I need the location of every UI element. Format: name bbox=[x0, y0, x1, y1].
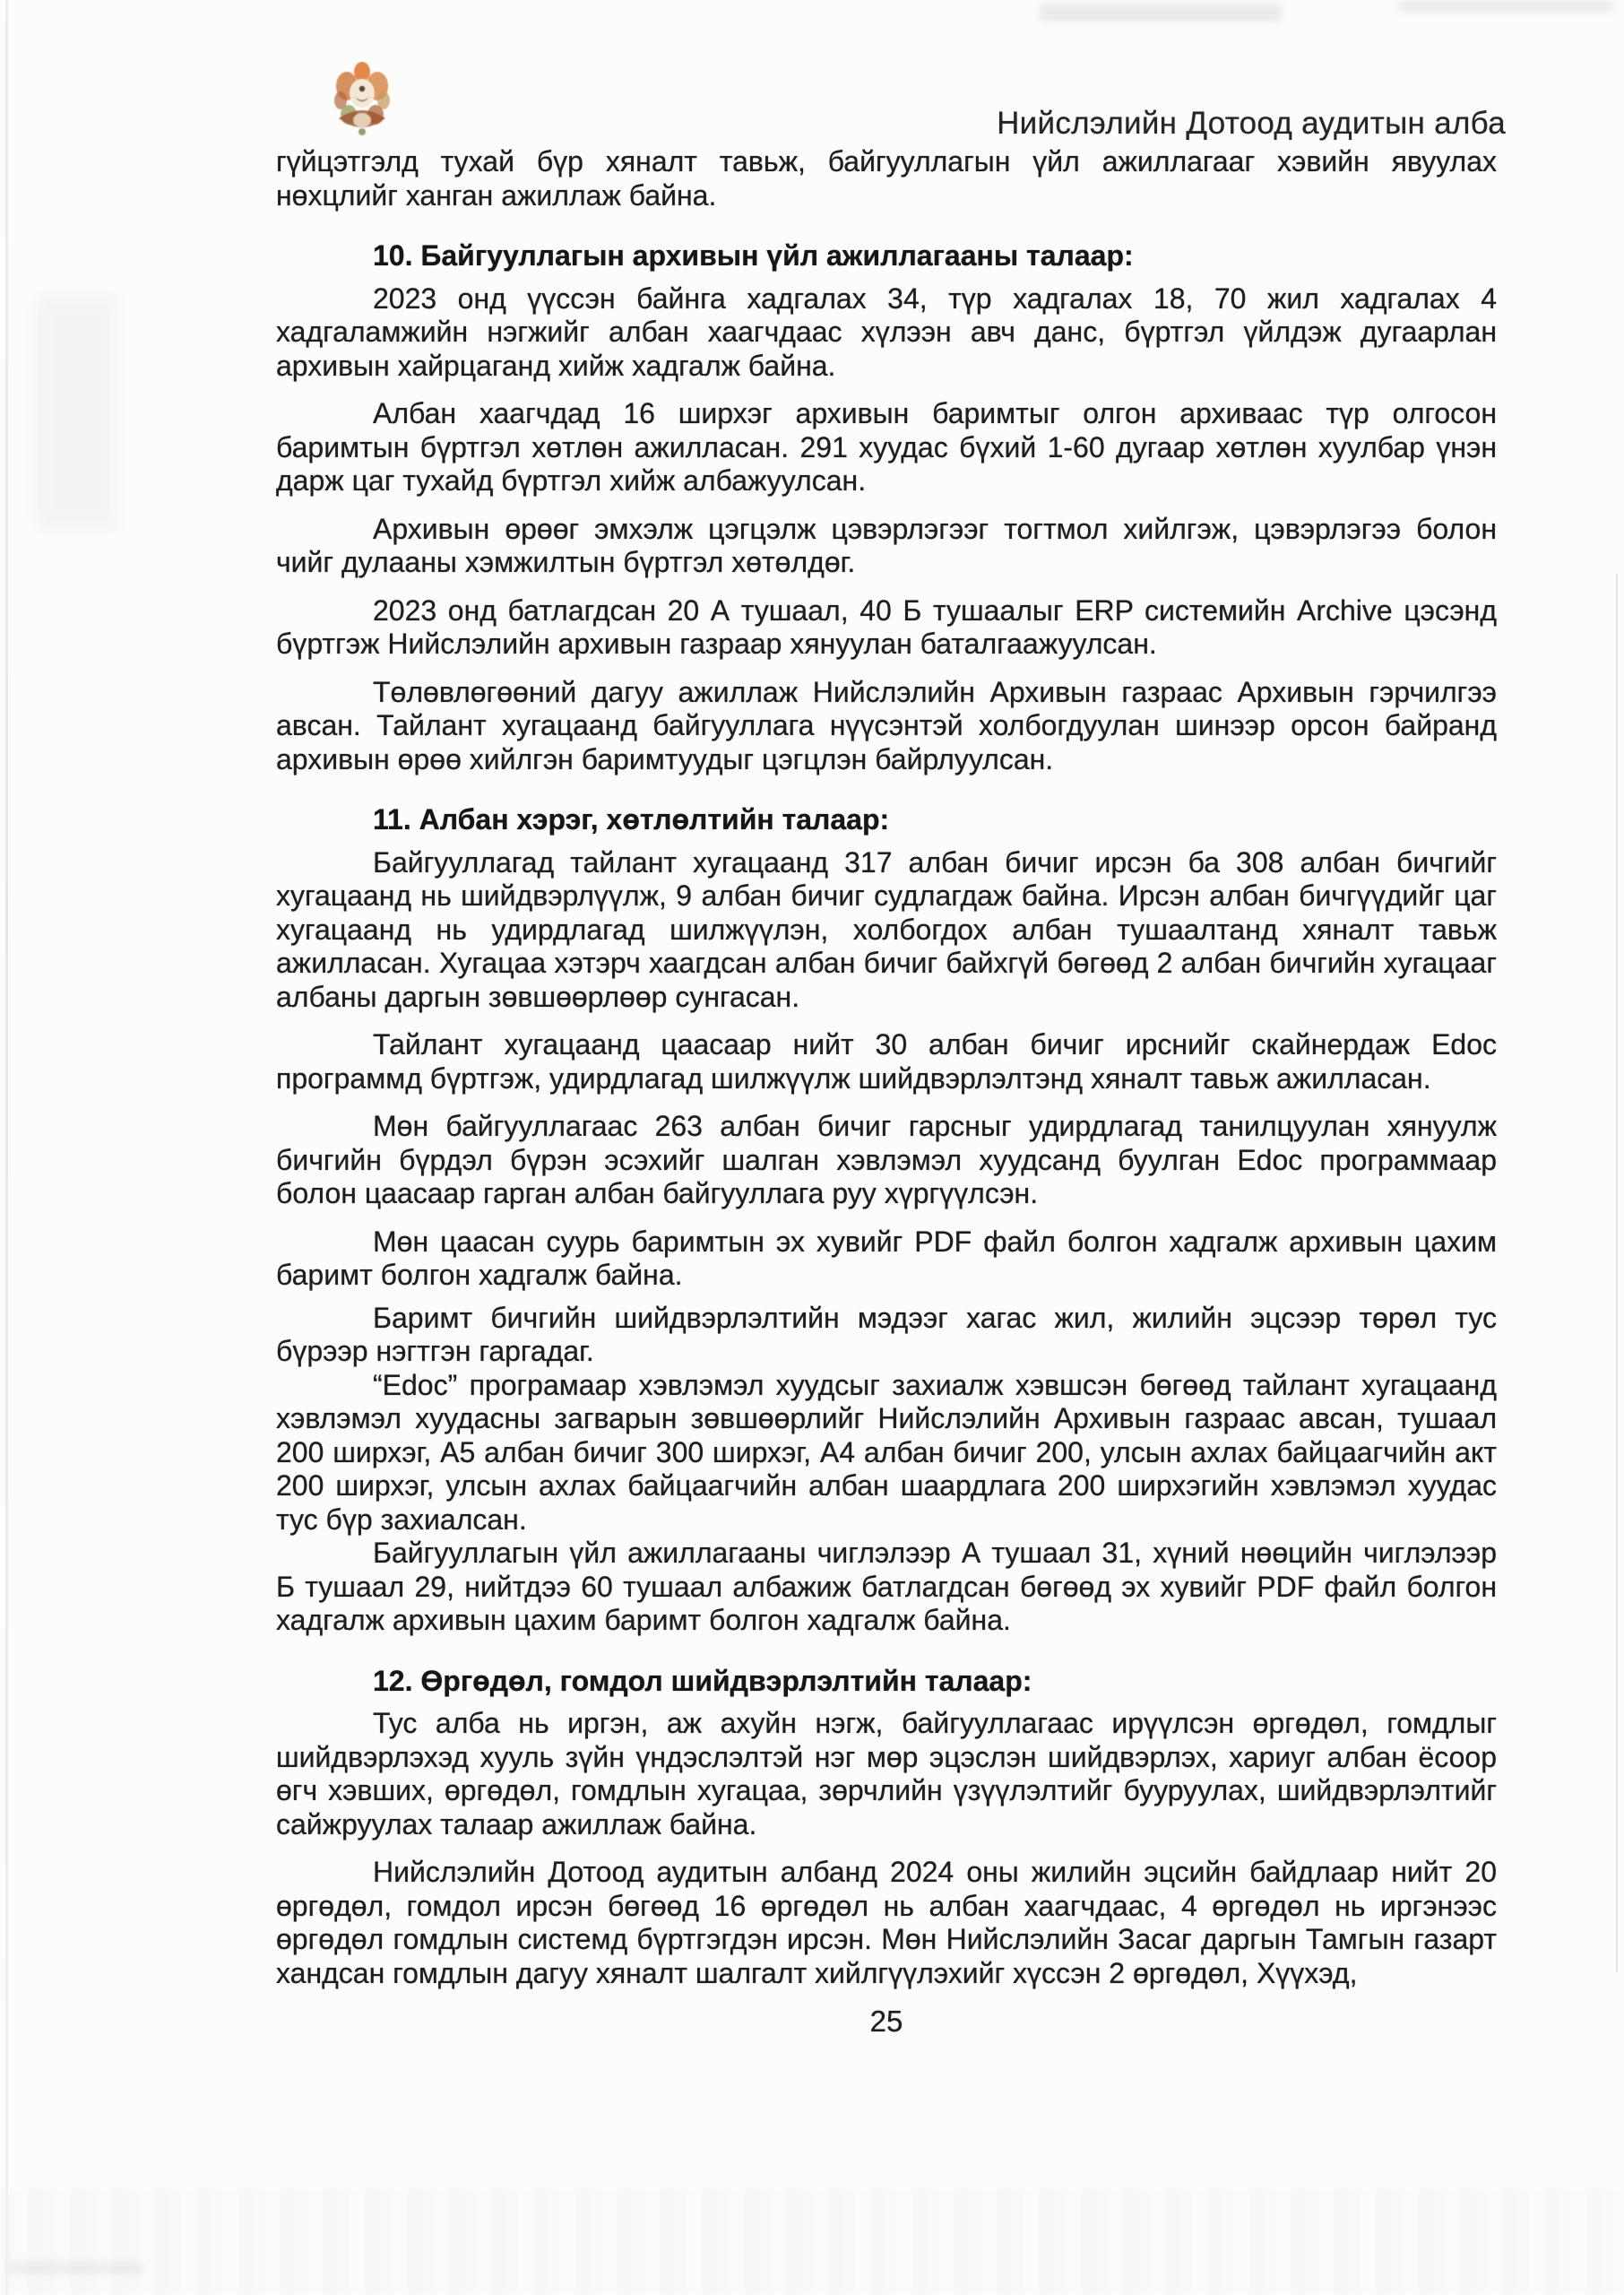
section-11-heading: 11. Албан хэрэг, хөтлөлтийн талаар: bbox=[373, 803, 890, 836]
paragraph: Төлөвлөгөөний дагуу ажиллаж Нийслэлийн Архивын газраас Архивын гэрчилгээ авсан. Тайлант хугацаанд байгууллага нүүсэнтэй холбогдуулан шинээр орсон байранд архивын өрөө хийлгэн баримтуудыг цэгцлэн байрлуулсан. bbox=[276, 675, 1497, 775]
paragraph: Байгууллагад тайлант хугацаанд 317 албан бичиг ирсэн ба 308 албан бичгийг хугацаанд нь шийдвэрлүүлж, 9 албан бичиг судлагдаж байна. Ирсэн албан бичгүүдийг цаг хугацаанд нь удирдлагад шилжүүлэн, холбогдох албан тушаалтанд хяналт тавьж ажилласан. Хугацаа хэтэрч хаагдсан албан бичиг байхгүй бөгөөд 2 албан бичгийн хугацааг албаны даргын зөвшөөрлөөр сунгасан. bbox=[276, 845, 1497, 1013]
scan-smudge bbox=[36, 296, 117, 529]
paragraph: Албан хаагчдад 16 ширхэг архивын баримтыг олгон архиваас түр олгосон баримтын бүртгэл хөтлөн ажилласан. 291 хуудас бүхий 1-60 дугаар хөтлөн хуулбар үнэн дарж цаг тухайд бүртгэл хийж албажуулсан. bbox=[276, 397, 1497, 497]
paragraph: 2023 онд батлагдсан 20 А тушаал, 40 Б тушаалыг ERP системийн Archive цэсэнд бүртгэж Нийслэлийн архивын газраар хянуулан баталгаажуулсан. bbox=[276, 593, 1497, 660]
section-10-heading: 10. Байгууллагын архивын үйл ажиллагааны талаар: bbox=[373, 239, 1134, 272]
document-body bbox=[276, 145, 1497, 2039]
paragraph: Архивын өрөөг эмхэлж цэгцэлж цэвэрлэгээг тогтмол хийлгэж, цэвэрлэгээ болон чийг дулааны хэмжилтын бүртгэл хөтөлдөг. bbox=[276, 512, 1497, 578]
section-12-heading: 12. Өргөдөл, гомдол шийдвэрлэлтийн талаар: bbox=[373, 1664, 1032, 1697]
paragraph: Баримт бичгийн шийдвэрлэлтийн мэдээг хагас жил, жилийн эцсээр төрөл тус бүрээр нэгтгэн гаргадаг. bbox=[276, 1301, 1497, 1367]
page-number: 25 bbox=[869, 2005, 903, 2038]
paragraph: Нийслэлийн Дотоод аудитын албанд 2024 оны жилийн эцсийн байдлаар нийт 20 өргөдөл, гомдол ирсэн бөгөөд 16 өргөдөл нь албан хаагчдаас, 4 өргөдөл нь иргэнээс өргөдөл гомдлын системд бүртгэгдэн ирсэн. Мөн Нийслэлийн Засаг даргын Тамгын газарт хандсан гомдлын дагуу хяналт шалгалт хийлгүүлэхийг хүссэн 2 өргөдөл, Хүүхэд, bbox=[276, 1856, 1497, 1989]
mongolia-state-emblem-icon bbox=[328, 61, 396, 138]
intro-paragraph: гүйцэтгэлд тухай бүр хяналт тавьж, байгууллагын үйл ажиллагааг хэвийн явуулах нөхцлийг ханган ажиллаж байна. bbox=[276, 145, 1497, 212]
paragraph: Мөн байгууллагаас 263 албан бичиг гарсныг удирдлагад танилцуулан хянуулж бичгийн бүрдэл бүрэн эсэхийг шалган хэвлэмэл хуудсанд буулган Edoc программаар болон цаасаар гарган албан байгууллага руу хүргүүлсэн. bbox=[276, 1110, 1497, 1209]
paragraph: Тайлант хугацаанд цаасаар нийт 30 албан бичиг ирснийг скайнердаж Edoc программд бүртгэж, удирдлагад шилжүүлж шийдвэрлэлтэнд хяналт тавьж ажилласан. bbox=[276, 1028, 1497, 1095]
paragraph: 2023 онд үүссэн байнга хадгалах 34, түр хадгалах 18, 70 жил хадгалах 4 хадгаламжийн нэгжийг албан хаагчдаас хүлээн авч данс, бүртгэл үйлдэж дугаарлан архивын хайрцаганд хийж хадгалж байна. bbox=[276, 281, 1497, 382]
scan-texture bbox=[0, 2187, 1624, 2295]
scan-smudge bbox=[1398, 0, 1613, 13]
scan-edge-shadow-right bbox=[1616, 574, 1618, 1972]
paragraph: Мөн цаасан суурь баримтын эх хувийг PDF файл болгон хадгалж архивын цахим баримт болгон хадгалж байна. bbox=[276, 1225, 1497, 1291]
paragraph: Байгууллагын үйл ажиллагааны чиглэлээр А тушаал 31, хүний нөөцийн чиглэлээр Б тушаал 29, нийтдээ 60 тушаал албажиж батлагдсан бөгөөд эх хувийг PDF файл болгон хадгалж архивын цахим баримт болгон хадгалж байна. bbox=[276, 1537, 1497, 1636]
paragraph: Тус алба нь иргэн, аж ахуйн нэгж, байгууллагаас ирүүлсэн өргөдөл, гомдлыг шийдвэрлэхэд хууль зүйн үндэслэлтэй нэг мөр эцэслэн шийдвэрлэх, хариуг албан ёсоор өгч хэвших, өргөдөл, гомдлын хугацаа, зөрчлийн үзүүлэлтийг бууруулах, шийдвэрлэлтийг сайжруулах талаар ажиллаж байна. bbox=[276, 1707, 1497, 1840]
scan-edge-shadow-left bbox=[5, 0, 8, 2295]
scan-smudge bbox=[1040, 4, 1282, 22]
paragraph: “Edoc” програмаар хэвлэмэл хуудсыг захиалж хэвшсэн бөгөөд тайлант хугацаанд хэвлэмэл хуудасны загварын зөвшөөрлийг Нийслэлийн Архивын газраас авсан, тушаал 200 ширхэг, А5 албан бичиг 300 ширхэг, А4 албан бичиг 200, улсын ахлах байцаагчийн акт 200 ширхэг, улсын ахлах байцаагчийн албан шаардлага 200 ширхэгийн хэвлэмэл хуудас тус бүр захиалсан. bbox=[276, 1368, 1497, 1536]
header-org-name: Нийслэлийн Дотоод аудитын алба bbox=[997, 106, 1506, 141]
